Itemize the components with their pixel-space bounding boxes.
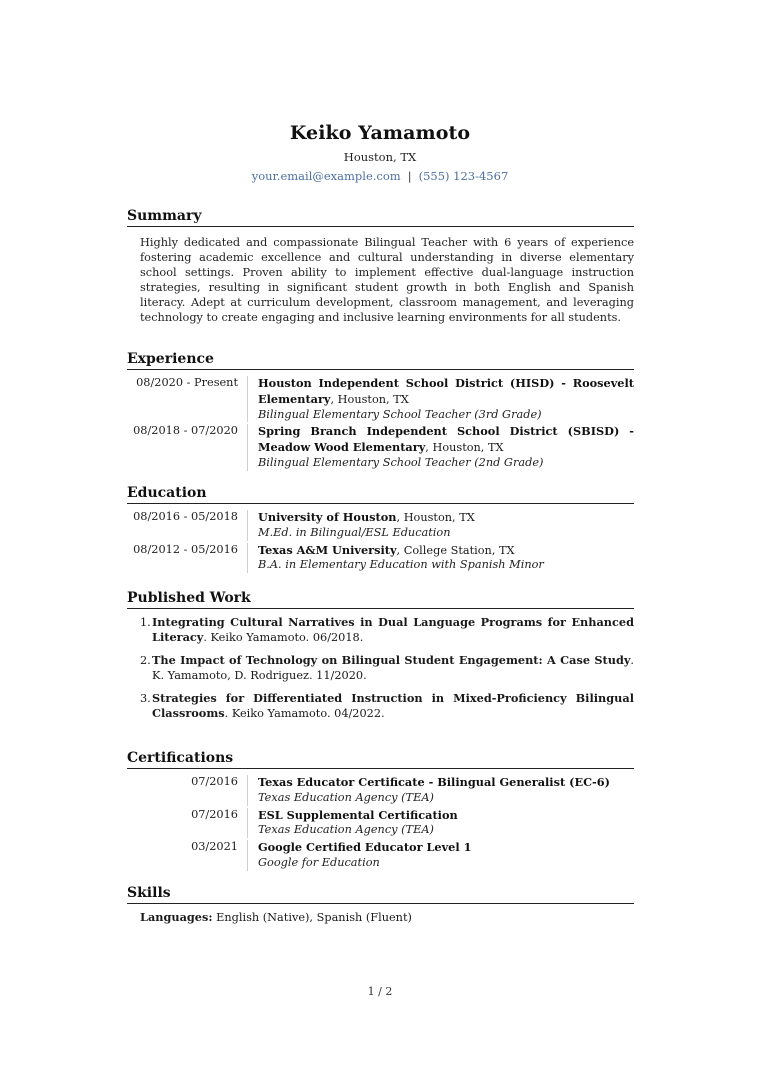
skills-value: English (Native), Spanish (Fluent) <box>212 911 412 924</box>
publication-item <box>140 691 634 721</box>
certification-name: Texas Educator Certificate - Bilingual Generalist (EC-6) <box>258 775 610 789</box>
entry-role: Bilingual Elementary School Teacher (2nd Grade) <box>258 455 544 469</box>
publication-item <box>140 615 634 645</box>
resume-header <box>0 122 760 183</box>
publication-details: . Keiko Yamamoto. 04/2022. <box>224 707 385 720</box>
certification-name: Google Certified Educator Level 1 <box>258 840 472 855</box>
certification-entry <box>127 775 634 806</box>
education-section <box>127 485 634 573</box>
publication-number: 1. <box>140 616 151 629</box>
entry-date: 03/2021 <box>191 840 238 854</box>
person-name: Keiko Yamamoto <box>289 122 471 144</box>
experience-section <box>127 351 634 471</box>
entry-degree: B.A. in Elementary Education with Spanish Minor <box>258 558 544 572</box>
entry-org: University of Houston <box>258 510 397 524</box>
publication-number: 2. <box>140 654 151 667</box>
section-title-skills: Skills <box>127 885 634 904</box>
publications-section <box>127 590 634 729</box>
entry-date: 07/2016 <box>191 775 238 788</box>
skills-label: Languages: <box>140 910 213 924</box>
entry-org: Texas A&M University <box>258 542 397 557</box>
section-title-summary: Summary <box>127 208 634 227</box>
entry-location: , Houston, TX <box>330 392 409 406</box>
publication-item <box>140 653 634 683</box>
entry-role: Bilingual Elementary School Teacher (3rd Grade) <box>258 407 542 421</box>
entry-location: , College Station, TX <box>396 543 515 557</box>
experience-entry <box>127 424 634 470</box>
skills-line <box>127 910 634 924</box>
publication-title: The Impact of Technology on Bilingual Student Engagement: A Case Study <box>152 653 631 667</box>
certifications-section <box>127 750 634 871</box>
education-entry <box>127 510 634 541</box>
entry-location: , Houston, TX <box>425 441 504 455</box>
entry-org: Houston Independent School District (HISD) - Roosevelt Elementary <box>258 376 634 406</box>
contact-separator: | <box>407 169 412 183</box>
publication-details: . K. Yamamoto, D. Rodriguez. 11/2020. <box>152 654 634 682</box>
experience-entry <box>127 376 634 422</box>
section-title-publications: Published Work <box>127 590 634 609</box>
page-number: 1 / 2 <box>367 985 393 998</box>
entry-date: 08/2012 - 05/2016 <box>133 542 238 556</box>
education-entry <box>127 543 634 574</box>
email-link[interactable]: your.email@example.com <box>251 169 401 183</box>
certification-issuer: Texas Education Agency (TEA) <box>258 790 434 804</box>
entry-location: , Houston, TX <box>396 511 475 524</box>
entry-date: 08/2016 - 05/2018 <box>133 510 238 523</box>
section-title-experience: Experience <box>127 351 634 370</box>
certification-name: ESL Supplemental Certification <box>258 807 458 822</box>
entry-date: 07/2016 <box>191 807 238 821</box>
entry-date: 08/2020 - Present <box>136 376 238 389</box>
summary-text: Highly dedicated and compassionate Bilingual Teacher with 6 years of experience fostering academic excellence and cultural understanding in diverse elementary school settings. Proven ability to implement effective dual-language instruction strategies, resulting in significant student growth in both English and Spanish literacy. Adept at curriculum development, classroom management, and leveraging technology to create engaging and inclusive learning environments for all students. <box>140 236 634 324</box>
publication-title: Strategies for Differentiated Instruction in Mixed-Proficiency Bilingual Classrooms <box>152 691 634 720</box>
contact-line <box>0 169 760 183</box>
certification-entry <box>127 808 634 839</box>
certification-issuer: Texas Education Agency (TEA) <box>258 823 434 837</box>
section-title-certifications: Certifications <box>127 750 634 769</box>
skills-section <box>127 885 634 924</box>
certification-issuer: Google for Education <box>258 855 380 869</box>
certification-entry <box>127 840 634 871</box>
publication-number: 3. <box>140 692 151 705</box>
entry-date: 08/2018 - 07/2020 <box>133 424 238 438</box>
entry-org: Spring Branch Independent School District (SBISD) - Meadow Wood Elementary <box>258 424 634 455</box>
publication-title: Integrating Cultural Narratives in Dual Language Programs for Enhanced Literacy <box>152 615 634 644</box>
person-location: Houston, TX <box>343 150 417 164</box>
summary-section <box>127 208 634 325</box>
entry-degree: M.Ed. in Bilingual/ESL Education <box>258 525 451 539</box>
section-title-education: Education <box>127 485 634 504</box>
publication-details: . Keiko Yamamoto. 06/2018. <box>203 631 364 644</box>
phone-link[interactable]: (555) 123-4567 <box>418 169 509 183</box>
